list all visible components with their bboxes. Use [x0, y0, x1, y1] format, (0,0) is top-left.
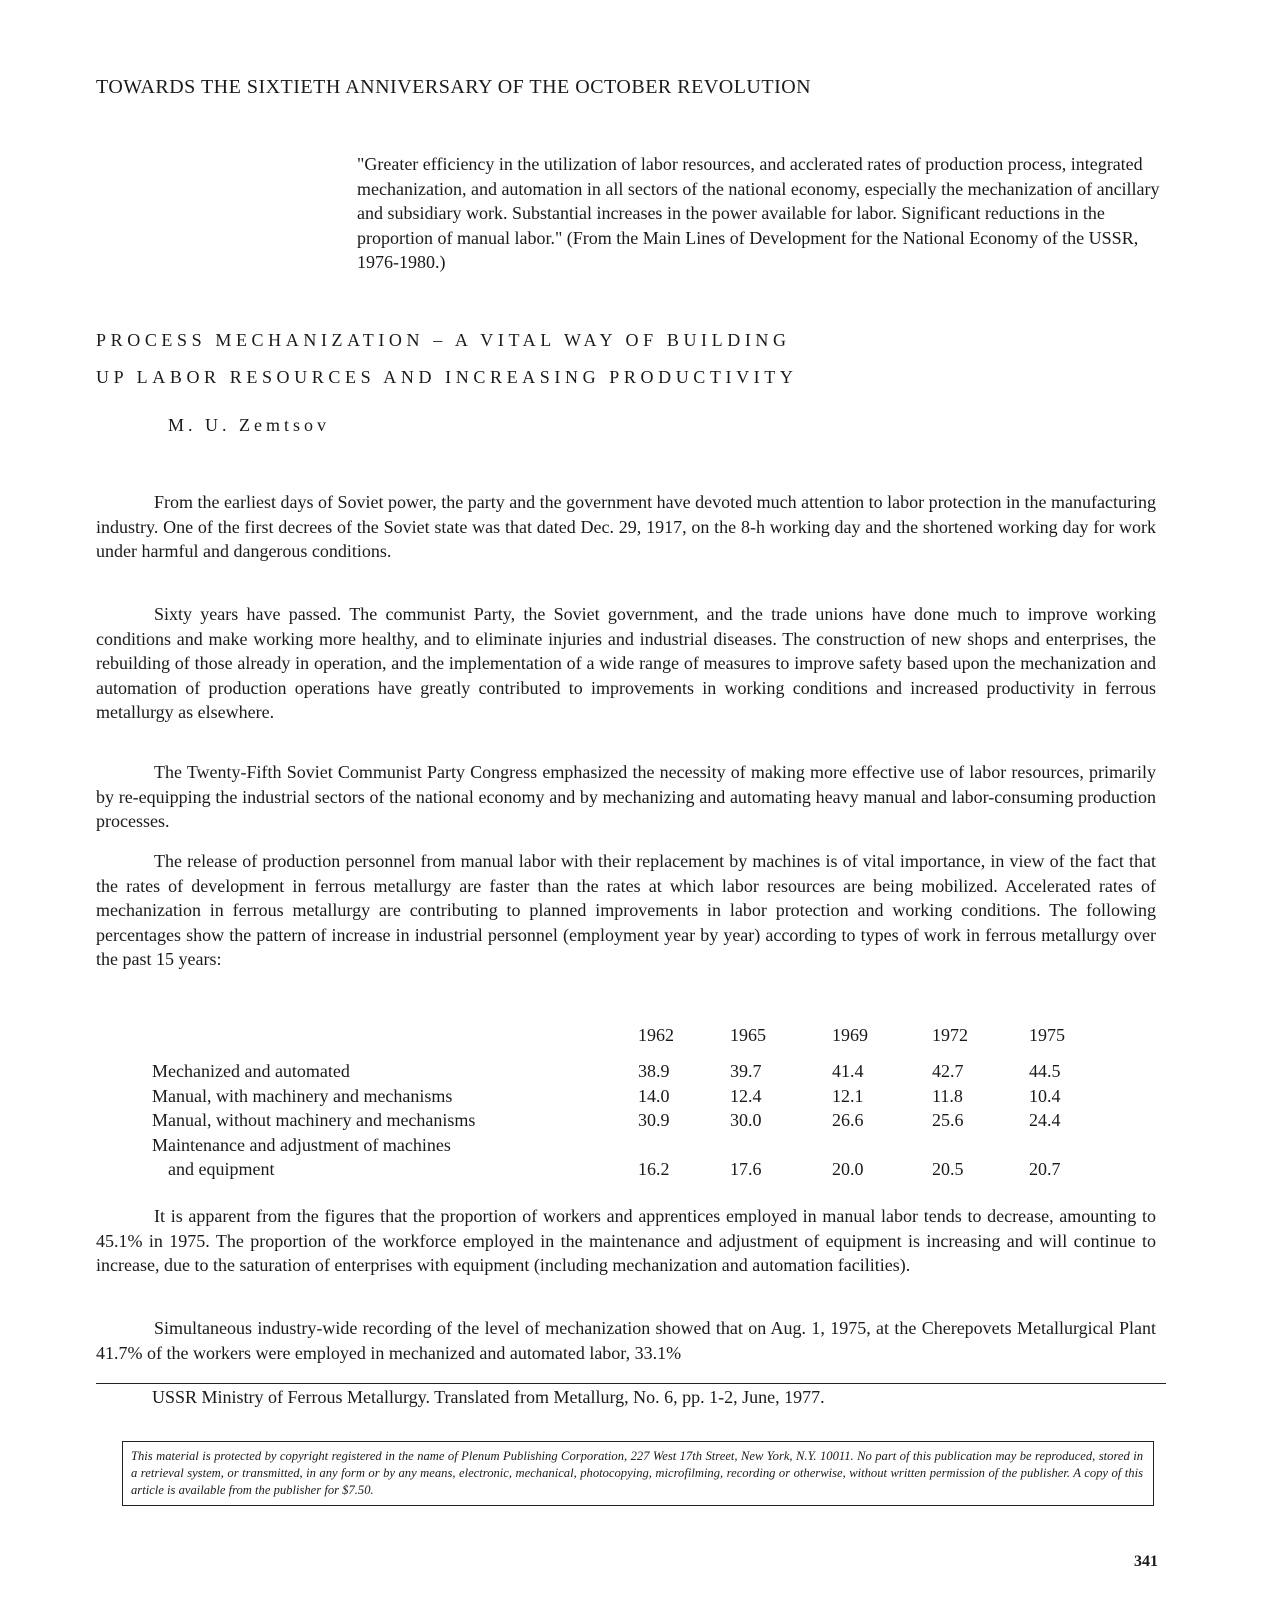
- year-header: 1969: [832, 1025, 868, 1045]
- body-paragraph-4: [96, 849, 1156, 972]
- paragraph-text: Simultaneous industry-wide recording of the level of mechanization showed that on Aug. 1, 1975, at the Cherepovets Metallurgical Plant 41.7% of the workers were employed in mechanized and automated labor, 33.1%: [96, 1318, 1156, 1363]
- body-paragraph-1: [96, 490, 1156, 564]
- table-cell: 20.5: [932, 1159, 964, 1179]
- footnote-divider: [96, 1383, 1166, 1384]
- table-cell: 24.4: [1029, 1110, 1061, 1130]
- row-label: Manual, with machinery and mechanisms: [152, 1085, 453, 1106]
- footnote: USSR Ministry of Ferrous Metallurgy. Translated from Metallurg, No. 6, pp. 1-2, June, 1977.: [152, 1387, 825, 1407]
- row-label: Mechanized and automated: [152, 1061, 350, 1081]
- table-row: [152, 1110, 1092, 1135]
- table-cell: 30.0: [730, 1110, 762, 1130]
- table-cell: 26.6: [832, 1110, 864, 1130]
- table-cell: 39.7: [730, 1061, 762, 1081]
- paragraph-text: The release of production personnel from manual labor with their replacement by machines is of vital importance, in view of the fact that the rates of development in ferrous metallurgy are faster than the rates at which labor resources are being mobilized. Accelerated rates of mechanization in ferrous metallurgy are contributing to planned improvements in labor protection and working conditions. The following percentages show the pattern of increase in industrial personnel (employment year by year) according to types of work in ferrous metallurgy over the past 15 years:: [96, 851, 1156, 969]
- table-cell: 16.2: [638, 1159, 670, 1179]
- table-cell: 20.7: [1029, 1159, 1061, 1179]
- table-row: [152, 1061, 1092, 1086]
- paragraph-text: From the earliest days of Soviet power, the party and the government have devoted much attention to labor protection in the manufacturing industry. One of the first decrees of the Soviet state was that dated Dec. 29, 1917, on the 8-h working day and the shortened working day for work under harmful and dangerous conditions.: [96, 492, 1156, 561]
- table-cell: 20.0: [832, 1159, 864, 1179]
- article-title-line-2: UP LABOR RESOURCES AND INCREASING PRODUCTIVITY: [96, 367, 798, 387]
- author-name: M. U. Zemtsov: [168, 415, 330, 435]
- copyright-notice: This material is protected by copyright registered in the name of Plenum Publishing Corporation, 227 West 17th Street, New York, N.Y. 10011. No part of this publication may be reproduced, stored in a retrieval system, or transmitted, in any form or by any means, electronic, mechanical, photocopying, microfilming, recording or otherwise, without written permission of the publisher. A copy of this article is available from the publisher for $7.50.: [122, 1441, 1154, 1506]
- paragraph-text: Sixty years have passed. The communist Party, the Soviet government, and the trade unions have done much to improve working conditions and make working more healthy, and to eliminate injuries and industrial diseases. The construction of new shops and enterprises, the rebuilding of those already in operation, and the implementation of a wide range of measures to improve safety based upon the mechanization and automation of production operations have greatly contributed to improvements in working conditions and increased productivity in ferrous metallurgy as elsewhere.: [96, 604, 1156, 722]
- page-number: 341: [1134, 1553, 1158, 1570]
- table-cell: 25.6: [932, 1110, 964, 1130]
- table-cell: 44.5: [1029, 1061, 1061, 1081]
- table-header-row: [152, 1025, 1092, 1061]
- table-cell: 12.1: [832, 1085, 864, 1106]
- row-label: Manual, without machinery and mechanisms: [152, 1110, 476, 1130]
- body-paragraph-3: [96, 760, 1156, 834]
- body-paragraph-5: [96, 1204, 1156, 1278]
- employment-table: [152, 1025, 1092, 1184]
- row-label-continuation: and equipment: [168, 1159, 275, 1179]
- paragraph-text: It is apparent from the figures that the proportion of workers and apprentices employed in manual labor tends to decrease, amounting to 45.1% in 1975. The proportion of the workforce employed in the maintenance and adjustment of equipment is increasing and will continue to increase, due to the saturation of enterprises with equipment (including mechanization and automation facilities).: [96, 1206, 1156, 1275]
- year-header: 1962: [638, 1025, 674, 1045]
- table-row: [152, 1086, 1092, 1111]
- table-cell: 11.8: [932, 1085, 963, 1106]
- year-header: 1972: [932, 1025, 968, 1045]
- table-row: [152, 1159, 1092, 1184]
- table-row-label-continued: [152, 1135, 1092, 1160]
- table-cell: 14.0: [638, 1085, 670, 1106]
- table-cell: 42.7: [932, 1061, 964, 1081]
- body-paragraph-2: [96, 602, 1156, 725]
- running-header: TOWARDS THE SIXTIETH ANNIVERSARY OF THE OCTOBER REVOLUTION: [96, 76, 812, 98]
- epigraph-quote: "Greater efficiency in the utilization of labor resources, and acclerated rates of production process, integrated mechanization, and automation in all sectors of the national economy, especially the mechanization of ancillary and subsidiary work. Substantial increases in the power available for labor. Significant reductions in the proportion of manual labor." (From the Main Lines of Development for the National Economy of the USSR, 1976-1980.): [357, 154, 1160, 272]
- article-title-line-1: PROCESS MECHANIZATION – A VITAL WAY OF BUILDING: [96, 330, 791, 350]
- row-label: Maintenance and adjustment of machines: [152, 1134, 451, 1155]
- body-paragraph-6: [96, 1316, 1156, 1365]
- paragraph-text: The Twenty-Fifth Soviet Communist Party Congress emphasized the necessity of making more effective use of labor resources, primarily by re-equipping the industrial sectors of the national economy and by mechanizing and automating heavy manual and labor-consuming production processes.: [96, 762, 1156, 831]
- table-cell: 41.4: [832, 1061, 864, 1081]
- table-cell: 10.4: [1029, 1085, 1061, 1106]
- year-header: 1965: [730, 1025, 766, 1045]
- table-cell: 17.6: [730, 1159, 762, 1179]
- year-header: 1975: [1029, 1025, 1065, 1045]
- table-cell: 12.4: [730, 1085, 762, 1106]
- table-cell: 30.9: [638, 1110, 670, 1130]
- table-cell: 38.9: [638, 1061, 670, 1081]
